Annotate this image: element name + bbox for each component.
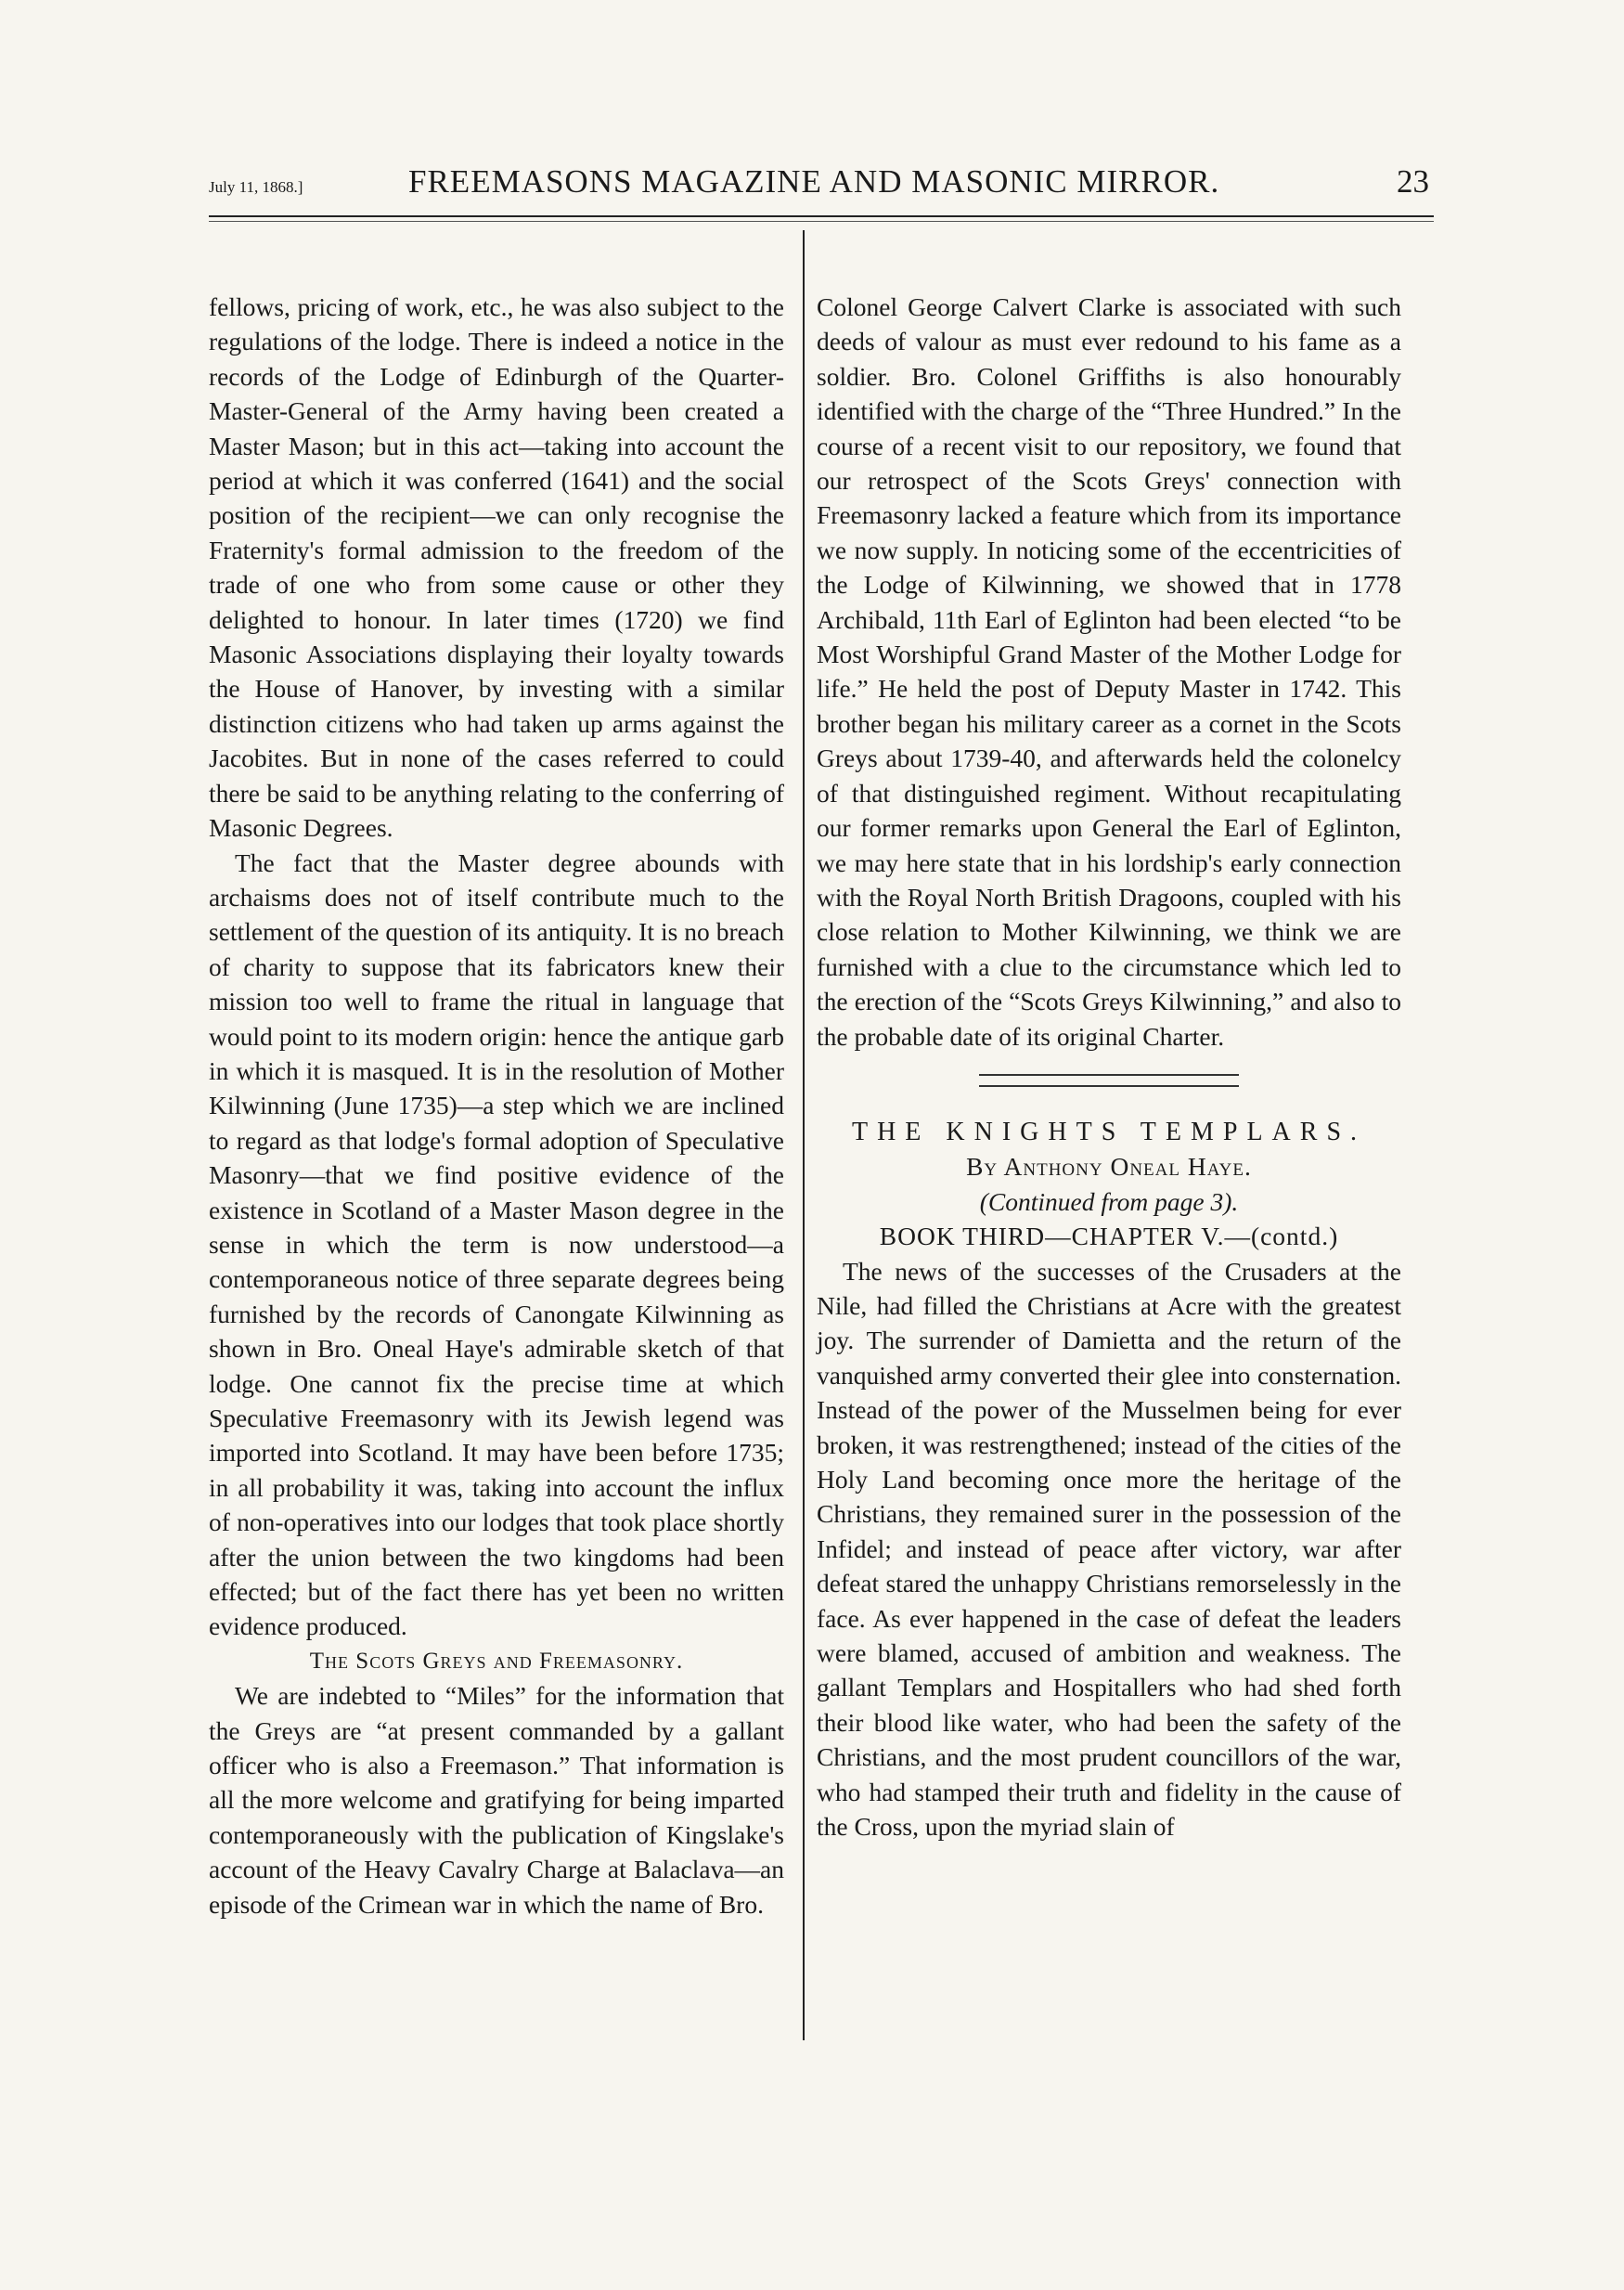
page-number: 23 — [1397, 163, 1429, 200]
paragraph: We are indebted to “Miles” for the information that the Greys are “at present commanded by a gallant officer who is also a Freemason.” That information is all the more welcome and gratifying for being imparted contemporaneously with the publication of Kingslake's account of the Heavy Cavalry Charge at Balaclava—an episode of the Crimean war in which the name of Bro. — [209, 1681, 784, 1919]
left-column — [209, 290, 784, 1921]
article-title: THE KNIGHTS TEMPLARS. — [851, 1117, 1367, 1146]
section-heading: The Scots Greys and Freemasonry. — [309, 1648, 684, 1674]
column-divider — [803, 230, 805, 2040]
chapter-heading: BOOK THIRD—CHAPTER V.—(contd.) — [879, 1222, 1339, 1251]
header-rule-thin — [209, 221, 1434, 222]
paragraph: The fact that the Master degree abounds with archaisms does not of itself contribute much to the settlement of the question of its antiquity. It is no breach of charity to suppose that its fabricators knew their mission too well to frame the ritual in language that would point to its modern origin: hence the antique garb in which it is masqued. It is in the resolution of Mother Kilwinning (June 1735)—a step which we are inclined to regard as that lodge's formal adoption of Speculative Masonry—that we find positive evidence of the existence in Scotland of a Master Mason degree in the sense in which the term is now understood—a contemporaneous notice of three separate degrees being furnished by the records of Canongate Kilwinning as shown in Bro. Oneal Haye's admirable sketch of that lodge. One cannot fix the precise time at which Speculative Freemasonry with its Jewish legend was imported into Scotland. It may have been before 1735; in all probability it was, taking into account the influx of non-operatives into our lodges that took place shortly after the union between the two kingdoms had been effected; but of the fact there has yet been no written evidence produced. — [209, 847, 784, 1641]
paragraph: The news of the successes of the Crusaders at the Nile, had filled the Christians at Acre with the greatest joy. The surrender of Damietta and the return of the vanquished army converted their glee into consternation. Instead of the power of the Musselmen being for ever broken, it was restrengthened; instead of the cities of the Holy Land becoming once more the heritage of the Christians, they remained surer in the possession of the Infidel; and instead of peace after victory, war after defeat stared the unhappy Christians remorselessly in the face. As ever happened in the case of defeat the leaders were blamed, accused of ambition and weakness. The gallant Templars and Hospitallers who had shed forth their blood like water, who had been the safety of the Christians, and the most prudent councillors of the war, who had stamped their truth and fidelity in the cause of the Cross, upon the myriad slain of — [817, 1256, 1401, 1842]
section-ornament — [979, 1074, 1239, 1087]
article-byline: By Anthony Oneal Haye. — [966, 1152, 1252, 1182]
paragraph: fellows, pricing of work, etc., he was also subject to the regulations of the lodge. There is indeed a notice in the records of the Lodge of Edinburgh of the Quarter-Master-General of the Army having been created a Master Mason; but in this act—taking into account the period at which it was conferred (1641) and the social position of the recipient—we can only recognise the Fraternity's formal admission to the freedom of the trade of one who from some cause or other they delighted to honour. In later times (1720) we find Masonic Associations displaying their loyalty towards the House of Hanover, by investing with a similar distinction citizens who had taken up arms against the Jacobites. But in none of the cases referred to could there be said to be anything relating to the conferring of Masonic Degrees. — [209, 292, 784, 843]
issue-date: July 11, 1868.] — [209, 178, 303, 196]
page-header — [209, 156, 1438, 212]
right-column — [817, 290, 1401, 1844]
continued-note: (Continued from page 3). — [979, 1186, 1239, 1216]
magazine-title: FREEMASONS MAGAZINE AND MASONIC MIRROR. — [408, 163, 1220, 200]
header-rule — [209, 215, 1434, 217]
paragraph: Colonel George Calvert Clarke is associated with such deeds of valour as must ever redound to his fame as a soldier. Bro. Colonel Griffiths is also honourably identified with the charge of the “Three Hundred.” In the course of a recent visit to our repository, we found that our retrospect of the Scots Greys' connection with Freemasonry lacked a feature which from its importance we now supply. In noticing some of the eccentricities of the Lodge of Kilwinning, we showed that in 1778 Archibald, 11th Earl of Eglinton had been elected “to be Most Worshipful Grand Master of the Mother Lodge for life.” He held the post of Deputy Master in 1742. This brother began his military career as a cornet in the Scots Greys about 1739-40, and afterwards held the colonelcy of that distinguished regiment. Without recapitulating our former remarks upon General the Earl of Eglinton, we may here state that in his lordship's early connection with the Royal North British Dragoons, coupled with his close relation to Mother Kilwinning, we think we are furnished with a clue to the circumstance which led to the erection of the “Scots Greys Kilwinning,” and also to the probable date of its original Charter. — [817, 292, 1401, 1051]
